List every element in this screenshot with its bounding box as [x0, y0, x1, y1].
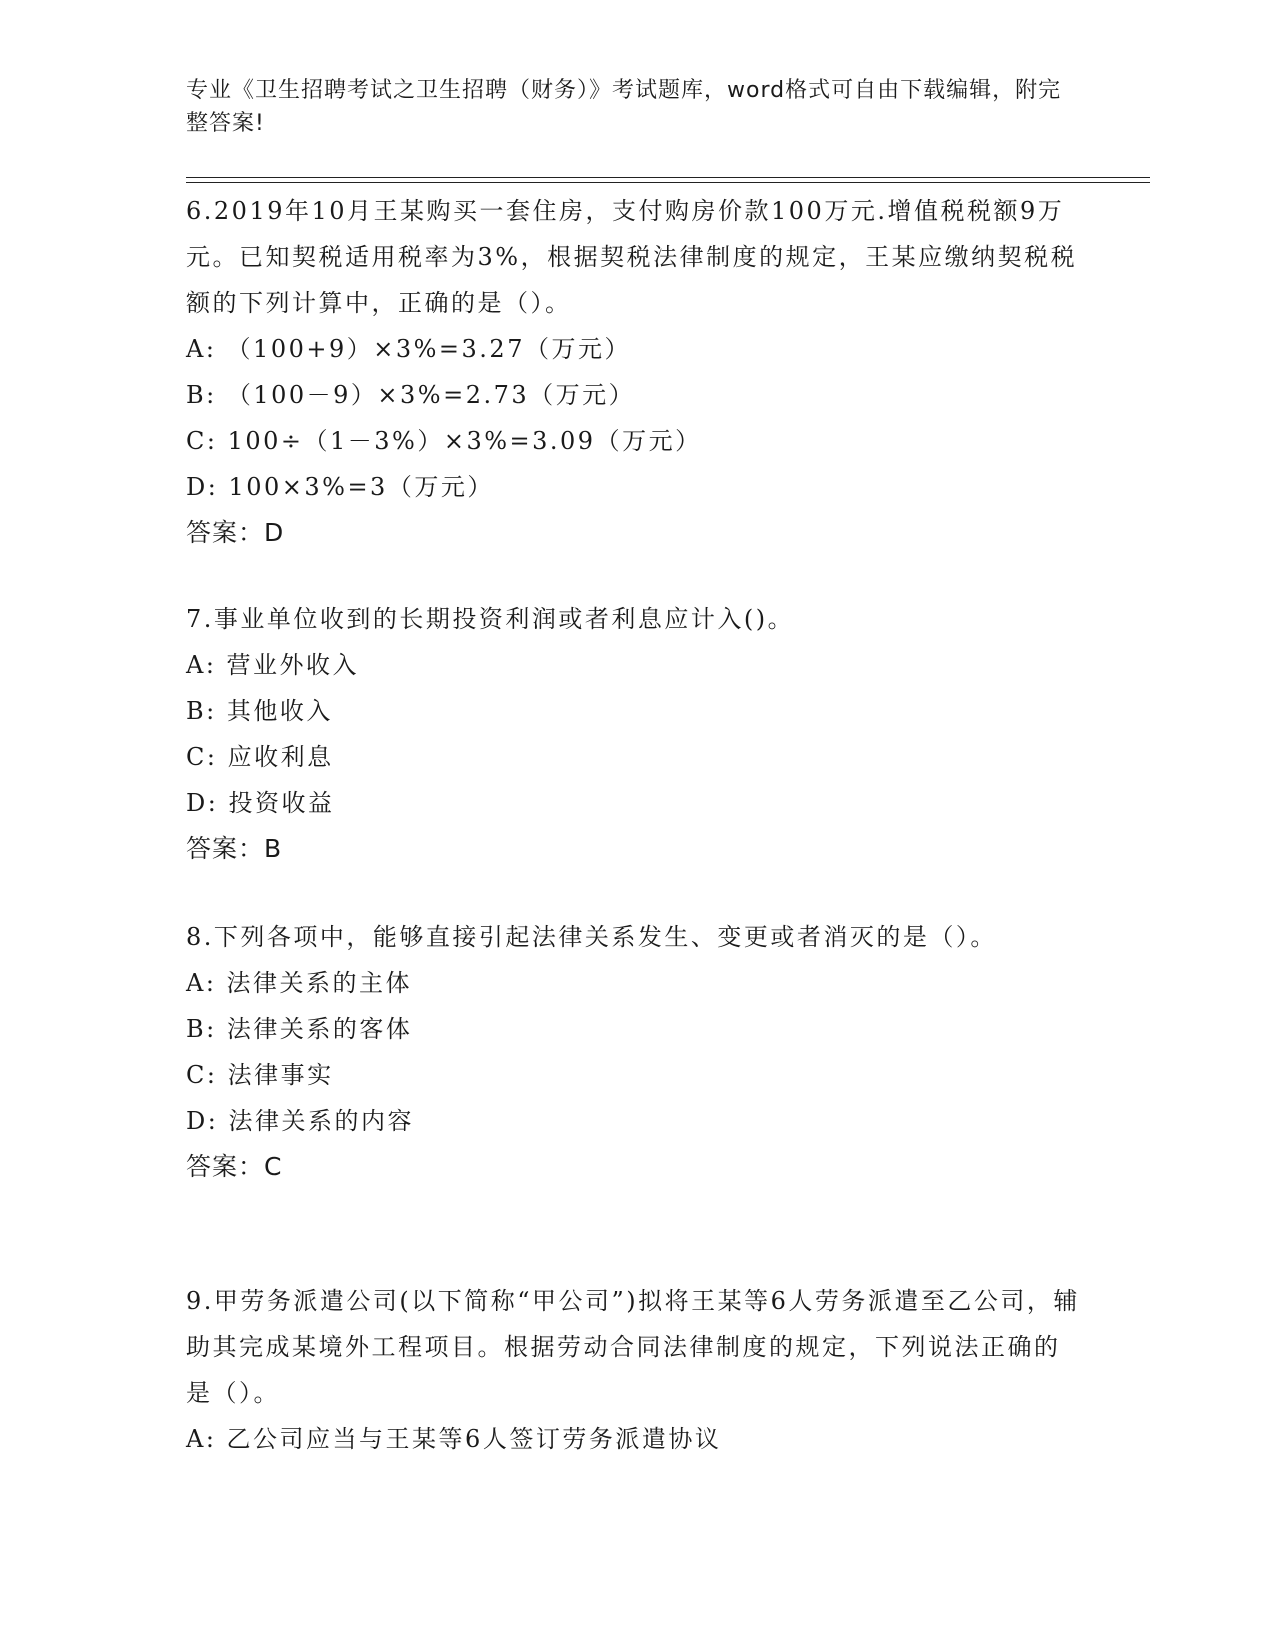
question-8 [186, 914, 1086, 1190]
header-divider-bottom [186, 182, 1150, 183]
question-7 [186, 596, 1086, 872]
question-stem: 6.2019年10月王某购买一套住房，支付购房价款100万元.增值税税额9万元。已知契税适用税率为3%，根据契税法律制度的规定，王某应缴纳契税税额的下列计算中，正确的是（）。 [186, 197, 1078, 317]
option-b: B: 其他收入 [186, 697, 333, 725]
option-d: D: 100×3%=3（万元） [186, 473, 494, 501]
option-a: A: 营业外收入 [186, 651, 360, 679]
question-6 [186, 188, 1086, 556]
option-a: A: （100+9）×3%=3.27（万元） [186, 335, 631, 363]
option-d: D: 法律关系的内容 [186, 1107, 414, 1135]
option-a: A: 法律关系的主体 [186, 969, 413, 997]
question-stem: 9.甲劳务派遣公司(以下简称“甲公司”)拟将王某等6人劳务派遣至乙公司，辅助其完成某境外工程项目。根据劳动合同法律制度的规定，下列说法正确的是（）。 [186, 1287, 1080, 1407]
document-header: 专业《卫生招聘考试之卫生招聘（财务）》考试题库，word格式可自由下载编辑，附完整答案! [186, 78, 1062, 136]
option-c: C: 应收利息 [186, 743, 334, 771]
option-c: C: 100÷（1－3%）×3%=3.09（万元） [186, 427, 702, 455]
option-d: D: 投资收益 [186, 789, 335, 817]
answer: 答案：C [186, 1152, 283, 1181]
question-stem: 8.下列各项中，能够直接引起法律关系发生、变更或者消灭的是（）。 [186, 923, 997, 951]
option-b: B: 法律关系的客体 [186, 1015, 413, 1043]
answer: 答案：B [186, 834, 283, 863]
option-b: B: （100－9）×3%=2.73（万元） [186, 381, 636, 409]
question-stem: 7.事业单位收到的长期投资利润或者利息应计入()。 [186, 605, 795, 633]
header-divider-top [186, 177, 1150, 178]
question-9 [186, 1278, 1086, 1462]
option-a: A: 乙公司应当与王某等6人签订劳务派遣协议 [186, 1425, 722, 1453]
answer: 答案：D [186, 518, 285, 547]
option-c: C: 法律事实 [186, 1061, 334, 1089]
